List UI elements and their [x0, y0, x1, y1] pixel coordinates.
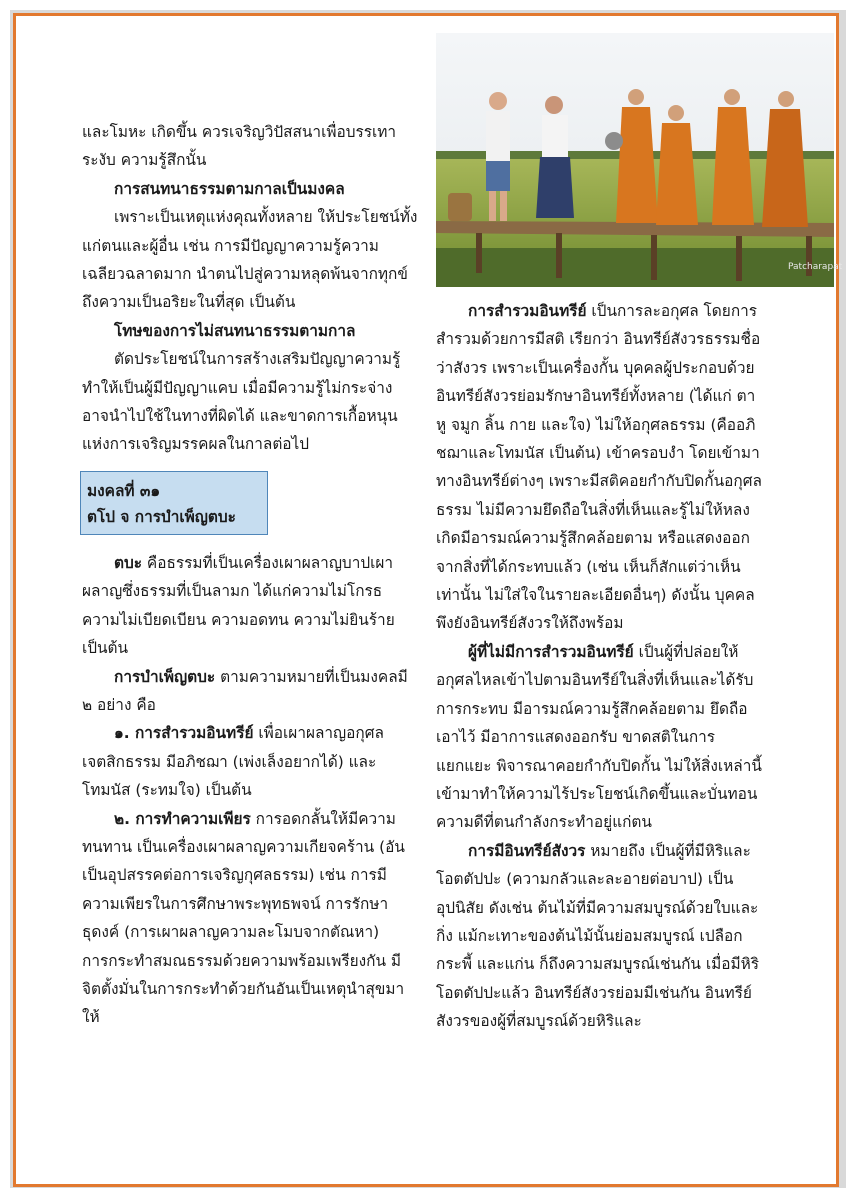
photo-illustration: [436, 33, 843, 287]
text: ตามความหมายที่เป็นมงคลมี ๒ อย่าง คือ: [82, 667, 408, 714]
right-column: [436, 297, 766, 1036]
paragraph: [82, 805, 418, 1032]
text: เป็นการละอกุศล โดยการสำรวมด้วยการมีสติ เรียกว่า อินทรีย์สังวรธรรมชื่อว่าสังวร เพราะเป็นเครื่องกั้น บุคคลผู้ประกอบด้วยอินทรีย์สังวรย่อมรักษาอินทรีย์ทั้งหลาย (ได้แก่ ตา หู จมูก ลิ้น กาย และใจ) ไม่ให้อกุศลธรรม (คืออภิชฌาและโทมนัส เป็นต้น) เข้าครอบงำ โดยเข้ามาทางอินทรีย์ต่างๆ เพราะมีสติคอยกำกับปิดกั้นอกุศลธรรม ไม่มีความยึดถือในสิ่งที่เห็นและรู้ไม่ให้หลงเกิดมีอารมณ์ความรู้สึกคล้อยตาม หรือแสดงออกจากสิ่งที่ได้กระทบแล้ว (เช่น เห็นก็สักแต่ว่าเห็นเท่านั้น ไม่ใส่ใจในรายละเอียดอื่นๆ) ดังนั้น บุคคลพึงยังอินทรีย์สังวรให้ถึงพร้อม: [436, 302, 762, 633]
photo-caption: Patcharapat: [788, 262, 843, 272]
paragraph: [436, 297, 766, 638]
paragraph: [436, 837, 766, 1036]
paragraph: ตัดประโยชน์ในการสร้างเสริมปัญญาความรู้ ทำให้เป็นผู้มีปัญญาแคบ เมื่อมีความรู้ไม่กระจ่างอาจนำไปใช้ในทางที่ผิดได้ และขาดการเกื้อหนุนแห่งการเจริญมรรคผลในกาลต่อไป: [82, 350, 401, 454]
text: หมายถึง เป็นผู้ที่มีหิริและโอตตัปปะ (ความกลัวและละอายต่อบาป) เป็นอุปนิสัย ดังเช่น ต้นไม้ที่มีความสมบูรณ์ด้วยใบและกิ่ง แม้กะเทาะของต้นไม้นั้นย่อมสมบูรณ์ เปลือก กระพี้ และแก่น ก็ถึงความสมบูรณ์เช่นกัน เมื่อมีหิริโอตตัปปะแล้ว อินทรีย์สังวรย่อมมีเช่นกัน อินทรีย์สังวรของผู้ที่สมบูรณ์ด้วยหิริและ: [436, 841, 760, 1031]
term: ๑. การสำรวมอินทรีย์: [114, 724, 254, 743]
paragraph: [436, 638, 766, 837]
term: ตบะ: [114, 553, 143, 572]
term: ผู้ที่ไม่มีการสำรวมอินทรีย์: [468, 642, 634, 661]
monks-alms-photo: [436, 33, 843, 287]
left-column: [82, 118, 418, 1032]
mangala-title-box: [80, 471, 268, 535]
paragraph: เพราะเป็นเหตุแห่งคุณทั้งหลาย ให้ประโยชน์ทั้งแก่ตนและผู้อื่น เช่น การมีปัญญาความรู้ความเฉลียวฉลาดมาก นำตนไปสู่ความหลุดพ้นจากทุกข์ ถึงความเป็นอริยะในที่สุด เป็นต้น: [82, 208, 418, 312]
mangala-number: มงคลที่ ๓๑: [87, 481, 161, 500]
section-heading: โทษของการไม่สนทนาธรรมตามกาล: [114, 321, 356, 340]
paragraph: และโมหะ เกิดขึ้น ควรเจริญวิปัสสนาเพื่อบรรเทา ระงับ ความรู้สึกนั้น: [82, 123, 397, 170]
term: การบำเพ็ญตบะ: [114, 667, 216, 686]
term: ๒. การทำความเพียร: [114, 809, 251, 828]
term: การสำรวมอินทรีย์: [468, 302, 587, 320]
text: การอดกลั้นให้มีความทนทาน เป็นเครื่องเผาผลาญความเกียจคร้าน (อันเป็นอุปสรรคต่อการเจริญกุศลธรรม) เช่น การมีความเพียรในการศึกษาพระพุทธพจน์ การรักษาธุดงค์ (การเผาผลาญความละโมบจากตัณหา) การกระทำสมณธรรมด้วยความพร้อมเพรียงกัน มีจิตตั้งมั่นในการกระทำด้วยกันอันเป็นเหตุนำสุขมาให้: [82, 809, 405, 1027]
mangala-title: ตโป จ การบำเพ็ญตบะ: [87, 507, 236, 526]
text: เป็นผู้ที่ปล่อยให้อกุศลไหลเข้าไปตามอินทรีย์ในสิ่งที่เห็นและได้รับการกระทบ มีอารมณ์ความรู้สึกคล้อยตาม ยึดถือเอาไว้ มีอาการแสดงออกรับ ขาดสติในการแยกแยะ พิจารณาคอยกำกับปิดกั้น ไม่ให้สิ่งเหล่านี้เข้ามาทำให้ความไร้ประโยชน์เกิดขึ้นและบั่นทอนความดีที่ตนกำลังกระทำอยู่แก่ตน: [436, 642, 762, 832]
paragraph: [82, 663, 418, 720]
text: เพื่อเผาผลาญอกุศลเจตสิกธรรม มีอภิชฌา (เพ่งเล็งอยากได้) และโทมนัส (ระทมใจ) เป็นต้น: [82, 724, 384, 800]
section-heading: การสนทนาธรรมตามกาลเป็นมงคล: [114, 179, 345, 198]
text: คือธรรมที่เป็นเครื่องเผาผลาญบาปเผาผลาญซึ่งธรรมที่เป็นลามก ได้แก่ความไม่โกรธ ความไม่เบียดเบียน ความอดทน ความไม่ยินร้าย เป็นต้น: [82, 553, 395, 658]
term: การมีอินทรีย์สังวร: [468, 841, 586, 860]
paragraph: [82, 719, 418, 804]
paragraph: [82, 549, 418, 663]
